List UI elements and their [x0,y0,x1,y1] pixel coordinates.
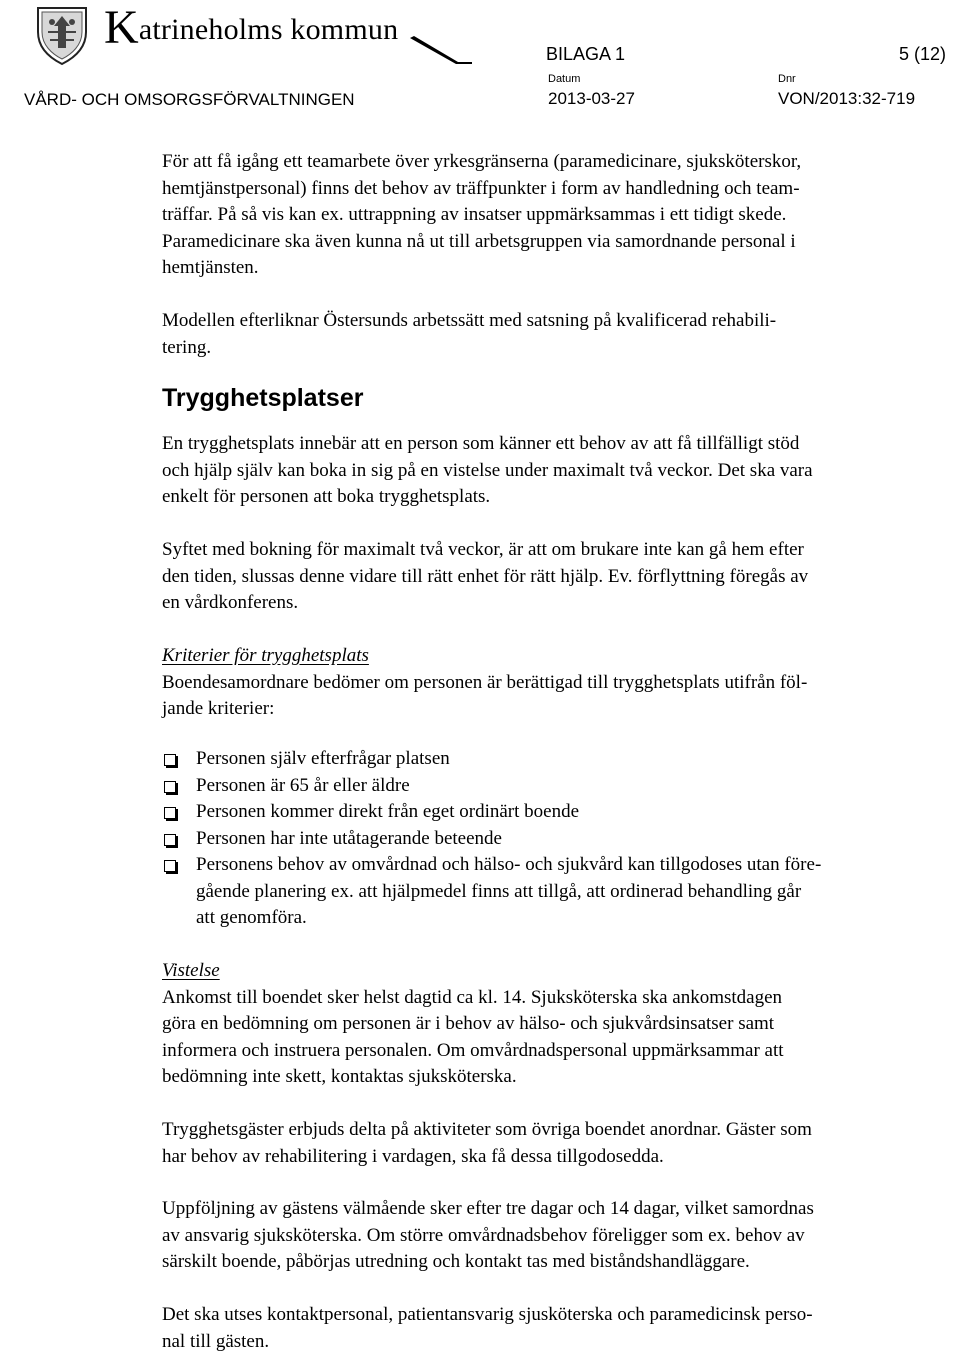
logo-swoosh [410,36,472,66]
paragraph-teamwork: För att få igång ett teamarbete över yrkesgränserna (paramedicinare, sjuksköterskor, hemtjänstpersonal) finns det behov av träffpunkter i form av handledning och team- träffar. På så vis kan ex. uttrappning av insatser uppmärksammas i ett tidigt skede. Paramedicinare ska även kunna nå ut till arbetsgruppen via samordnande personal i hemtjänsten. [162,151,802,278]
registration-number-value: VON/2013:32-719 [778,89,916,108]
paragraph-purpose: Syftet med bokning för maximalt två veckor, är att om brukare inte kan gå hem efter den tiden, slussas denne vidare till rätt enhet för rätt hjälp. Ev. förflyttning föregås av en vårdkonferens. [162,539,809,613]
checkbox-icon [164,754,176,766]
paragraph-activities: Trygghetsgäster erbjuds delta på aktiviteter som övriga boendet anordnar. Gäster som har behov av rehabilitering i vardagen, ska få dessa tillgodosedda. [162,1119,812,1167]
criteria-item: Personens behov av omvårdnad och hälso- och sjukvård kan tillgodoses utan före- gående planering ex. att hjälpmedel finns att tillgå, att ordinerad behandling går att genomföra. [162,852,952,932]
paragraph-model: Modellen efterliknar Östersunds arbetssätt med satsning på kvalificerad rehabili- tering. [162,310,777,358]
stay-section: Vistelse Ankomst till boendet sker helst dagtid ca kl. 14. Sjuksköterska ska ankomstdagen göra en bedömning om personen är i behov av hälso- och sjukvårdsinsatser samt informera och instruera personalen. Om omvårdnadspersonal uppmärksammar att bedömning inte skett, kontaktas sjuksköterska. [162,960,784,1087]
criteria-item: Personen har inte utåtagerande beteende [162,826,952,853]
criteria-subheading: Kriterier för trygghetsplats [162,645,369,666]
criteria-section: Kriterier för trygghetsplats Boendesamordnare bedömer om personen är berättigad till trygghetsplats utifrån föl- jande kriterier: [162,645,808,719]
department-name: VÅRD- OCH OMSORGSFÖRVALTNINGEN [24,90,355,109]
page-number: 5 (12) [898,44,946,64]
criteria-item: Personen själv efterfrågar platsen [162,746,952,773]
paragraph-contact-staff: Det ska utses kontaktpersonal, patientansvarig sjusköterska och paramedicinsk perso- nal till gästen. [162,1304,813,1352]
municipal-crest-logo [30,2,94,66]
checkbox-icon [164,781,176,793]
paragraph-follow-up: Uppföljning av gästens välmående sker efter tre dagar och 14 dagar, vilket samordnas av ansvarig sjuksköterska. Om större omvårdnadsbehov föreligger som ex. behov av särskilt boende, påbörjas utredning och kontakt tas med biståndshandläggare. [162,1198,814,1272]
date-label: Datum [548,73,581,85]
stay-subheading: Vistelse [162,960,220,981]
paragraph-definition: En trygghetsplats innebär att en person som känner ett behov av att få tillfälligt stöd och hjälp själv kan boka in sig på en vistelse under maximalt två veckor. Det ska vara enkelt för personen att boka trygghetsplats. [162,433,813,507]
registration-number-label: Dnr [778,73,796,85]
checkbox-icon [164,860,176,872]
attachment-label: BILAGA 1 [546,44,626,64]
date-value: 2013-03-27 [548,89,635,108]
checkbox-icon [164,834,176,846]
criteria-item: Personen är 65 år eller äldre [162,773,952,800]
section-heading: Trygghetsplatser [162,384,364,412]
organization-name-logo: Katrineholms kommun [104,1,399,54]
criteria-checklist [162,746,952,932]
criteria-item: Personen kommer direkt från eget ordinärt boende [162,799,952,826]
checkbox-icon [164,807,176,819]
